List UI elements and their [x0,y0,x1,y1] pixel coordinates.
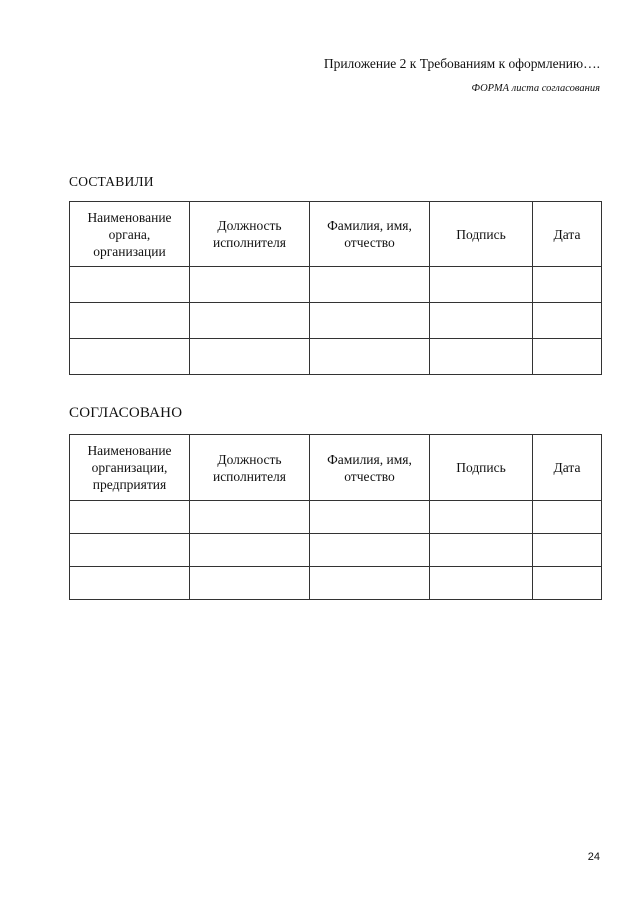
column-header-date: Дата [533,435,602,501]
position-cell[interactable] [190,339,310,375]
full-name-cell[interactable] [310,534,430,567]
date-cell[interactable] [533,267,602,303]
column-header-organization: Наименование организации, предприятия [70,435,190,501]
table-row [70,267,602,303]
full-name-cell[interactable] [310,339,430,375]
section-title-compiled: СОСТАВИЛИ [69,174,154,189]
position-cell[interactable] [190,567,310,600]
full-name-cell[interactable] [310,267,430,303]
section-title-approved: СОГЛАСОВАНО [69,405,183,421]
full-name-cell[interactable] [310,303,430,339]
table-row [70,534,602,567]
table-row [70,303,602,339]
column-header-position: Должность исполнителя [190,435,310,501]
signature-cell[interactable] [430,339,533,375]
column-header-full-name: Фамилия, имя, отчество [310,435,430,501]
organization-cell[interactable] [70,501,190,534]
date-cell[interactable] [533,501,602,534]
page-number: 24 [587,851,600,863]
signature-cell[interactable] [430,567,533,600]
position-cell[interactable] [190,501,310,534]
date-cell[interactable] [533,534,602,567]
column-header-organization: Наименование органа, организации [70,202,190,267]
column-header-signature: Подпись [430,435,533,501]
table-header-row [70,202,602,267]
column-header-position: Должность исполнителя [190,202,310,267]
table-header-row [70,435,602,501]
signature-cell[interactable] [430,303,533,339]
appendix-header: Приложение 2 к Требованиям к оформлению…. [323,56,600,71]
full-name-cell[interactable] [310,501,430,534]
compiled-table [69,201,602,375]
table-row [70,339,602,375]
organization-cell[interactable] [70,339,190,375]
date-cell[interactable] [533,567,602,600]
full-name-cell[interactable] [310,567,430,600]
column-header-full-name: Фамилия, имя, отчество [310,202,430,267]
organization-cell[interactable] [70,267,190,303]
signature-cell[interactable] [430,267,533,303]
signature-cell[interactable] [430,534,533,567]
column-header-date: Дата [533,202,602,267]
position-cell[interactable] [190,303,310,339]
organization-cell[interactable] [70,534,190,567]
signature-cell[interactable] [430,501,533,534]
organization-cell[interactable] [70,303,190,339]
approved-table [69,434,602,600]
table-row [70,567,602,600]
date-cell[interactable] [533,339,602,375]
organization-cell[interactable] [70,567,190,600]
form-subtitle: ФОРМА листа согласования [471,83,600,94]
table-row [70,501,602,534]
position-cell[interactable] [190,267,310,303]
date-cell[interactable] [533,303,602,339]
position-cell[interactable] [190,534,310,567]
column-header-signature: Подпись [430,202,533,267]
